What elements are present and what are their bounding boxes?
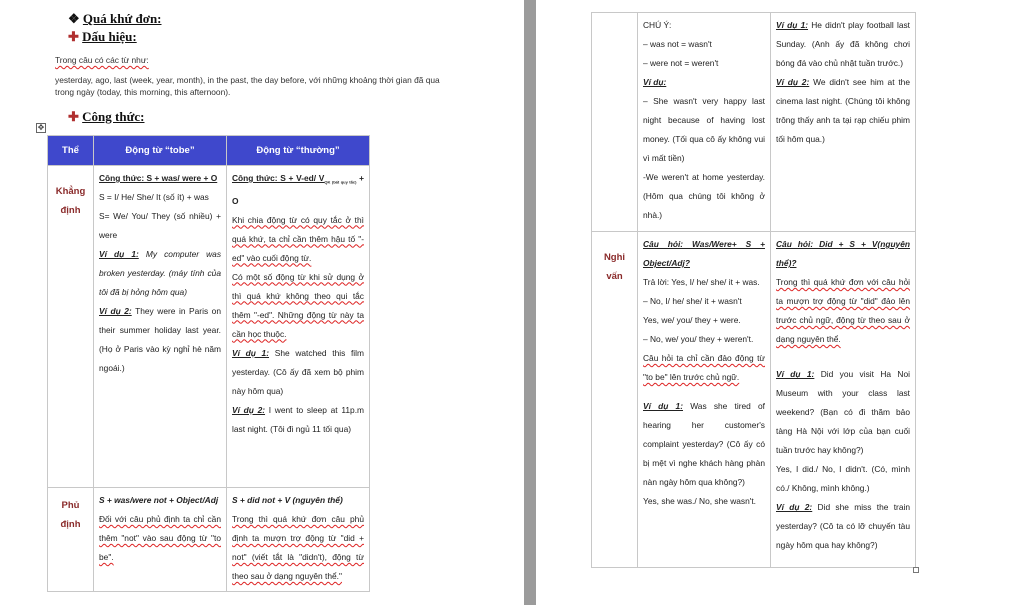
pin-bullet-icon: ✚ xyxy=(68,29,79,44)
continued-type-cell xyxy=(592,13,638,232)
interrogative-tobe-cell: Câu hỏi: Was/Were+ S + Object/Adj? Trả lời: Yes, I/ he/ she/ it + was. – No, I/ he/ she/ it + wasn't Yes, we/ you/ they + were. – No, we/ you/ they + weren't. Câu hỏi ta chỉ cần đảo động từ "to be" lên trước chủ ngữ. Ví dụ 1: Was she tired of hearing her customer's complaint yesterday? (Cô ấy có bị mệt vì nghe khách hàng phàn nàn ngày hôm qua không?) Yes, she was./ No, she wasn't. xyxy=(638,232,771,568)
table-move-handle-icon[interactable]: ✥ xyxy=(37,123,45,132)
header-regular: Động từ “thường” xyxy=(227,136,370,166)
signs-intro: Trong câu có các từ như: xyxy=(55,55,149,65)
signs-text: yesterday, ago, last (week, year, month), in the past, the day before, với những khoảng thời gian đã qua trong ngày (today, this morning, this afternoon). xyxy=(55,75,440,97)
document-page-2 xyxy=(536,0,1024,605)
negative-regular-cell: S + did not + V (nguyên thể) Trong thì quá khứ đơn câu phủ định ta mượn trợ động từ "did + not" (viết tắt là "didn't), động từ theo sau ở dạng nguyên thể." xyxy=(227,488,370,592)
table-resize-handle-icon[interactable] xyxy=(913,567,919,573)
signs-heading: ✚ Dấu hiệu: xyxy=(68,29,137,44)
header-form: Thể xyxy=(48,136,94,166)
pin-bullet-icon: ✚ xyxy=(68,109,79,124)
affirmative-regular-cell: Công thức: S + V-ed/ $V_{QK (bất quy tắc)} + O$ Khi chia động từ có quy tắc ở thì quá khứ, ta chỉ cần thêm hậu tố "-ed" vào cuối động từ. Có một số động từ khi sử dụng ở thì quá khứ không theo qui tắc thêm "-ed". Những động từ này ta cần học thuộc. Ví dụ 1: She watched this film yesterday. (Cô ấy đã xem bộ phim này hôm qua) Ví dụ 2: I went to sleep at 11p.m last night. (Tôi đi ngủ 11 tối qua) xyxy=(227,166,370,488)
negative-regular-examples-cell: Ví dụ 1: He didn't play football last Sunday. (Anh ấy đã không chơi bóng đá vào chủ nhật tuần trước.) Ví dụ 2: We didn't see him at the cinema last night. (Chúng tôi không trông thấy anh ta tại rạp chiếu phim tối hôm qua.) xyxy=(771,13,916,232)
negative-tobe-note-cell: CHÚ Ý: – was not = wasn't – were not = weren't Ví dụ: – She wasn't very happy last night because of having lost money. (Tối qua cô ấy không vui vì mất tiền) -We weren't at home yesterday. (Hôm qua chúng tôi không ở nhà.) xyxy=(638,13,771,232)
tense-table xyxy=(47,135,370,592)
tense-table-continued xyxy=(591,12,916,568)
negative-tobe-cell: S + was/were not + Object/Adj Đối với câu phủ định ta chỉ cần thêm "not" vào sau động từ "to be". xyxy=(94,488,227,592)
formula-heading: ✚ Công thức: xyxy=(68,109,145,124)
row-type-interrogative: Nghi vấn xyxy=(592,232,638,568)
interrogative-regular-cell: Câu hỏi: Did + S + V(nguyên thể)? Trong thì quá khứ đơn với câu hỏi ta mượn trợ động từ "did" đảo lên trước chủ ngữ, động từ theo sau ở dạng nguyên thể. Ví dụ 1: Did you visit Ha Noi Museum with your class last weekend? (Bạn có đi thăm bảo tàng Hà Nội với lớp của bạn cuối tuần trước hay không?) Yes, I did./ No, I didn't. (Có, mình có./ Không, mình không.) Ví dụ 2: Did she miss the train yesterday? (Cô ta có lỡ chuyến tàu ngày hôm qua hay không?) xyxy=(771,232,916,568)
page-gutter xyxy=(524,0,536,605)
row-type-negative: Phủ định xyxy=(48,488,94,592)
affirmative-tobe-cell: Công thức: S + was/ were + O S = I/ He/ She/ It (số ít) + was S= We/ You/ They (số nhiều) + were Ví dụ 1: My computer was broken yesterday. (máy tính của tôi đã bị hỏng hôm qua) Ví dụ 2: They were in Paris on their summer holiday last year. (Họ ở Paris vào kỳ nghỉ hè năm ngoái.) xyxy=(94,166,227,488)
diamond-bullet-icon: ❖ xyxy=(68,11,80,26)
row-type-affirmative: Khẳng định xyxy=(48,166,94,488)
section-heading: ❖ Quá khứ đơn: xyxy=(68,11,162,26)
header-tobe: Động từ “tobe” xyxy=(94,136,227,166)
